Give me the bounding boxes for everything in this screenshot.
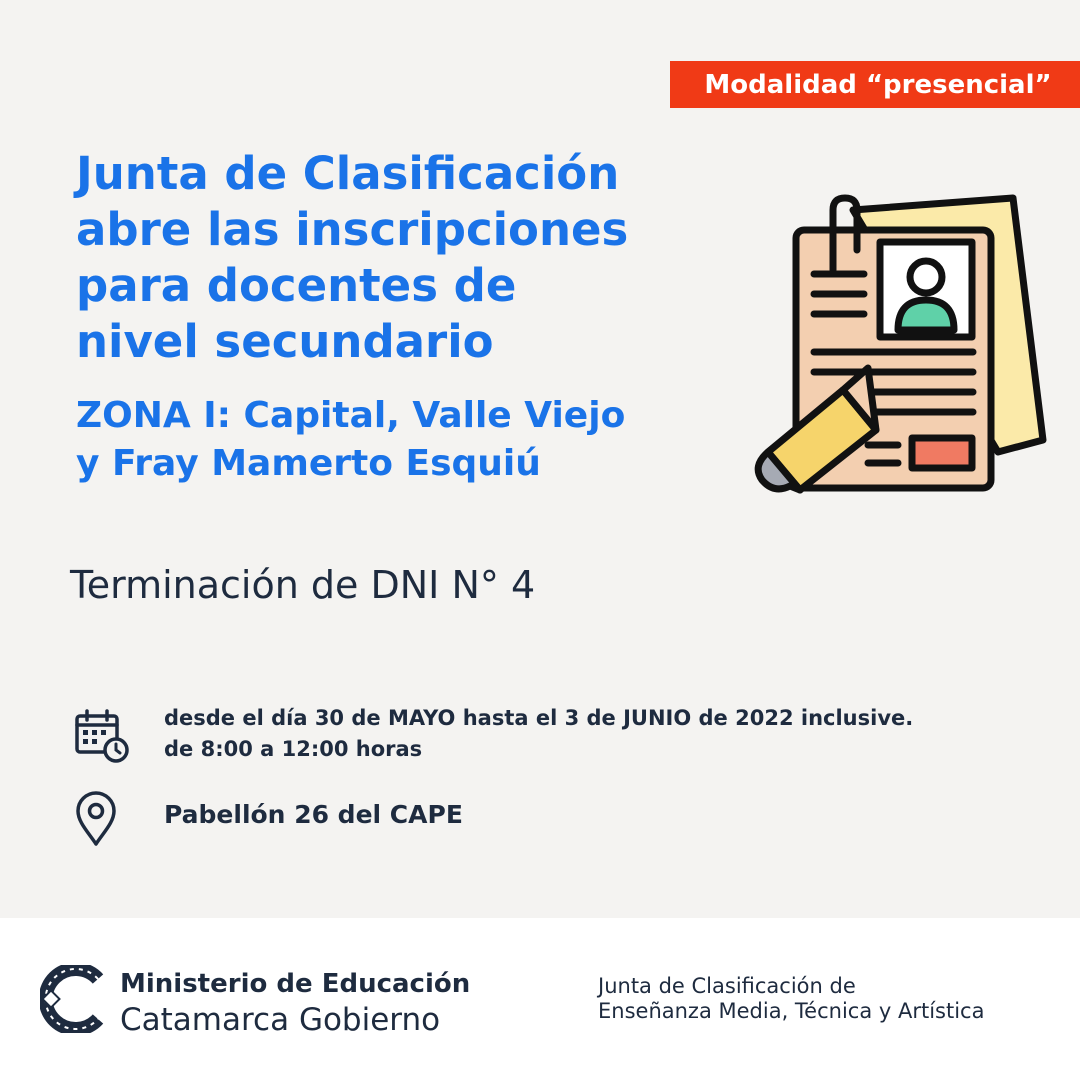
location-text: Pabellón 26 del CAPE bbox=[164, 800, 463, 829]
zone-line: ZONA I: Capital, Valle Viejo bbox=[76, 395, 626, 436]
ministry-name: Ministerio de Educación bbox=[120, 969, 471, 999]
zone-line: y Fray Mamerto Esquiú bbox=[76, 443, 541, 484]
hours: de 8:00 a 12:00 horas bbox=[164, 737, 423, 761]
government-name: Catamarca Gobierno bbox=[120, 1002, 441, 1038]
document-resume-pencil-icon bbox=[748, 190, 1058, 500]
junta-name bbox=[598, 974, 984, 1024]
ministry-logo-icon bbox=[40, 965, 106, 1033]
junta-line: Enseñanza Media, Técnica y Artística bbox=[598, 999, 985, 1023]
junta-line: Junta de Clasificación de bbox=[598, 974, 856, 998]
headline bbox=[76, 146, 756, 370]
map-pin-icon bbox=[74, 790, 118, 848]
calendar-clock-icon bbox=[74, 708, 130, 764]
modality-badge: Modalidad “presencial” bbox=[670, 61, 1080, 108]
zone-subtitle bbox=[76, 392, 756, 488]
dni-ending: Terminación de DNI N° 4 bbox=[70, 563, 536, 607]
headline-line: nivel secundario bbox=[76, 315, 494, 368]
schedule-text bbox=[164, 703, 913, 765]
date-range: desde el día 30 de MAYO hasta el 3 de JUNIO de 2022 inclusive. bbox=[164, 706, 914, 730]
headline-line: para docentes de bbox=[76, 259, 517, 312]
headline-line: abre las inscripciones bbox=[76, 203, 629, 256]
headline-line: Junta de Clasificación bbox=[76, 147, 620, 200]
